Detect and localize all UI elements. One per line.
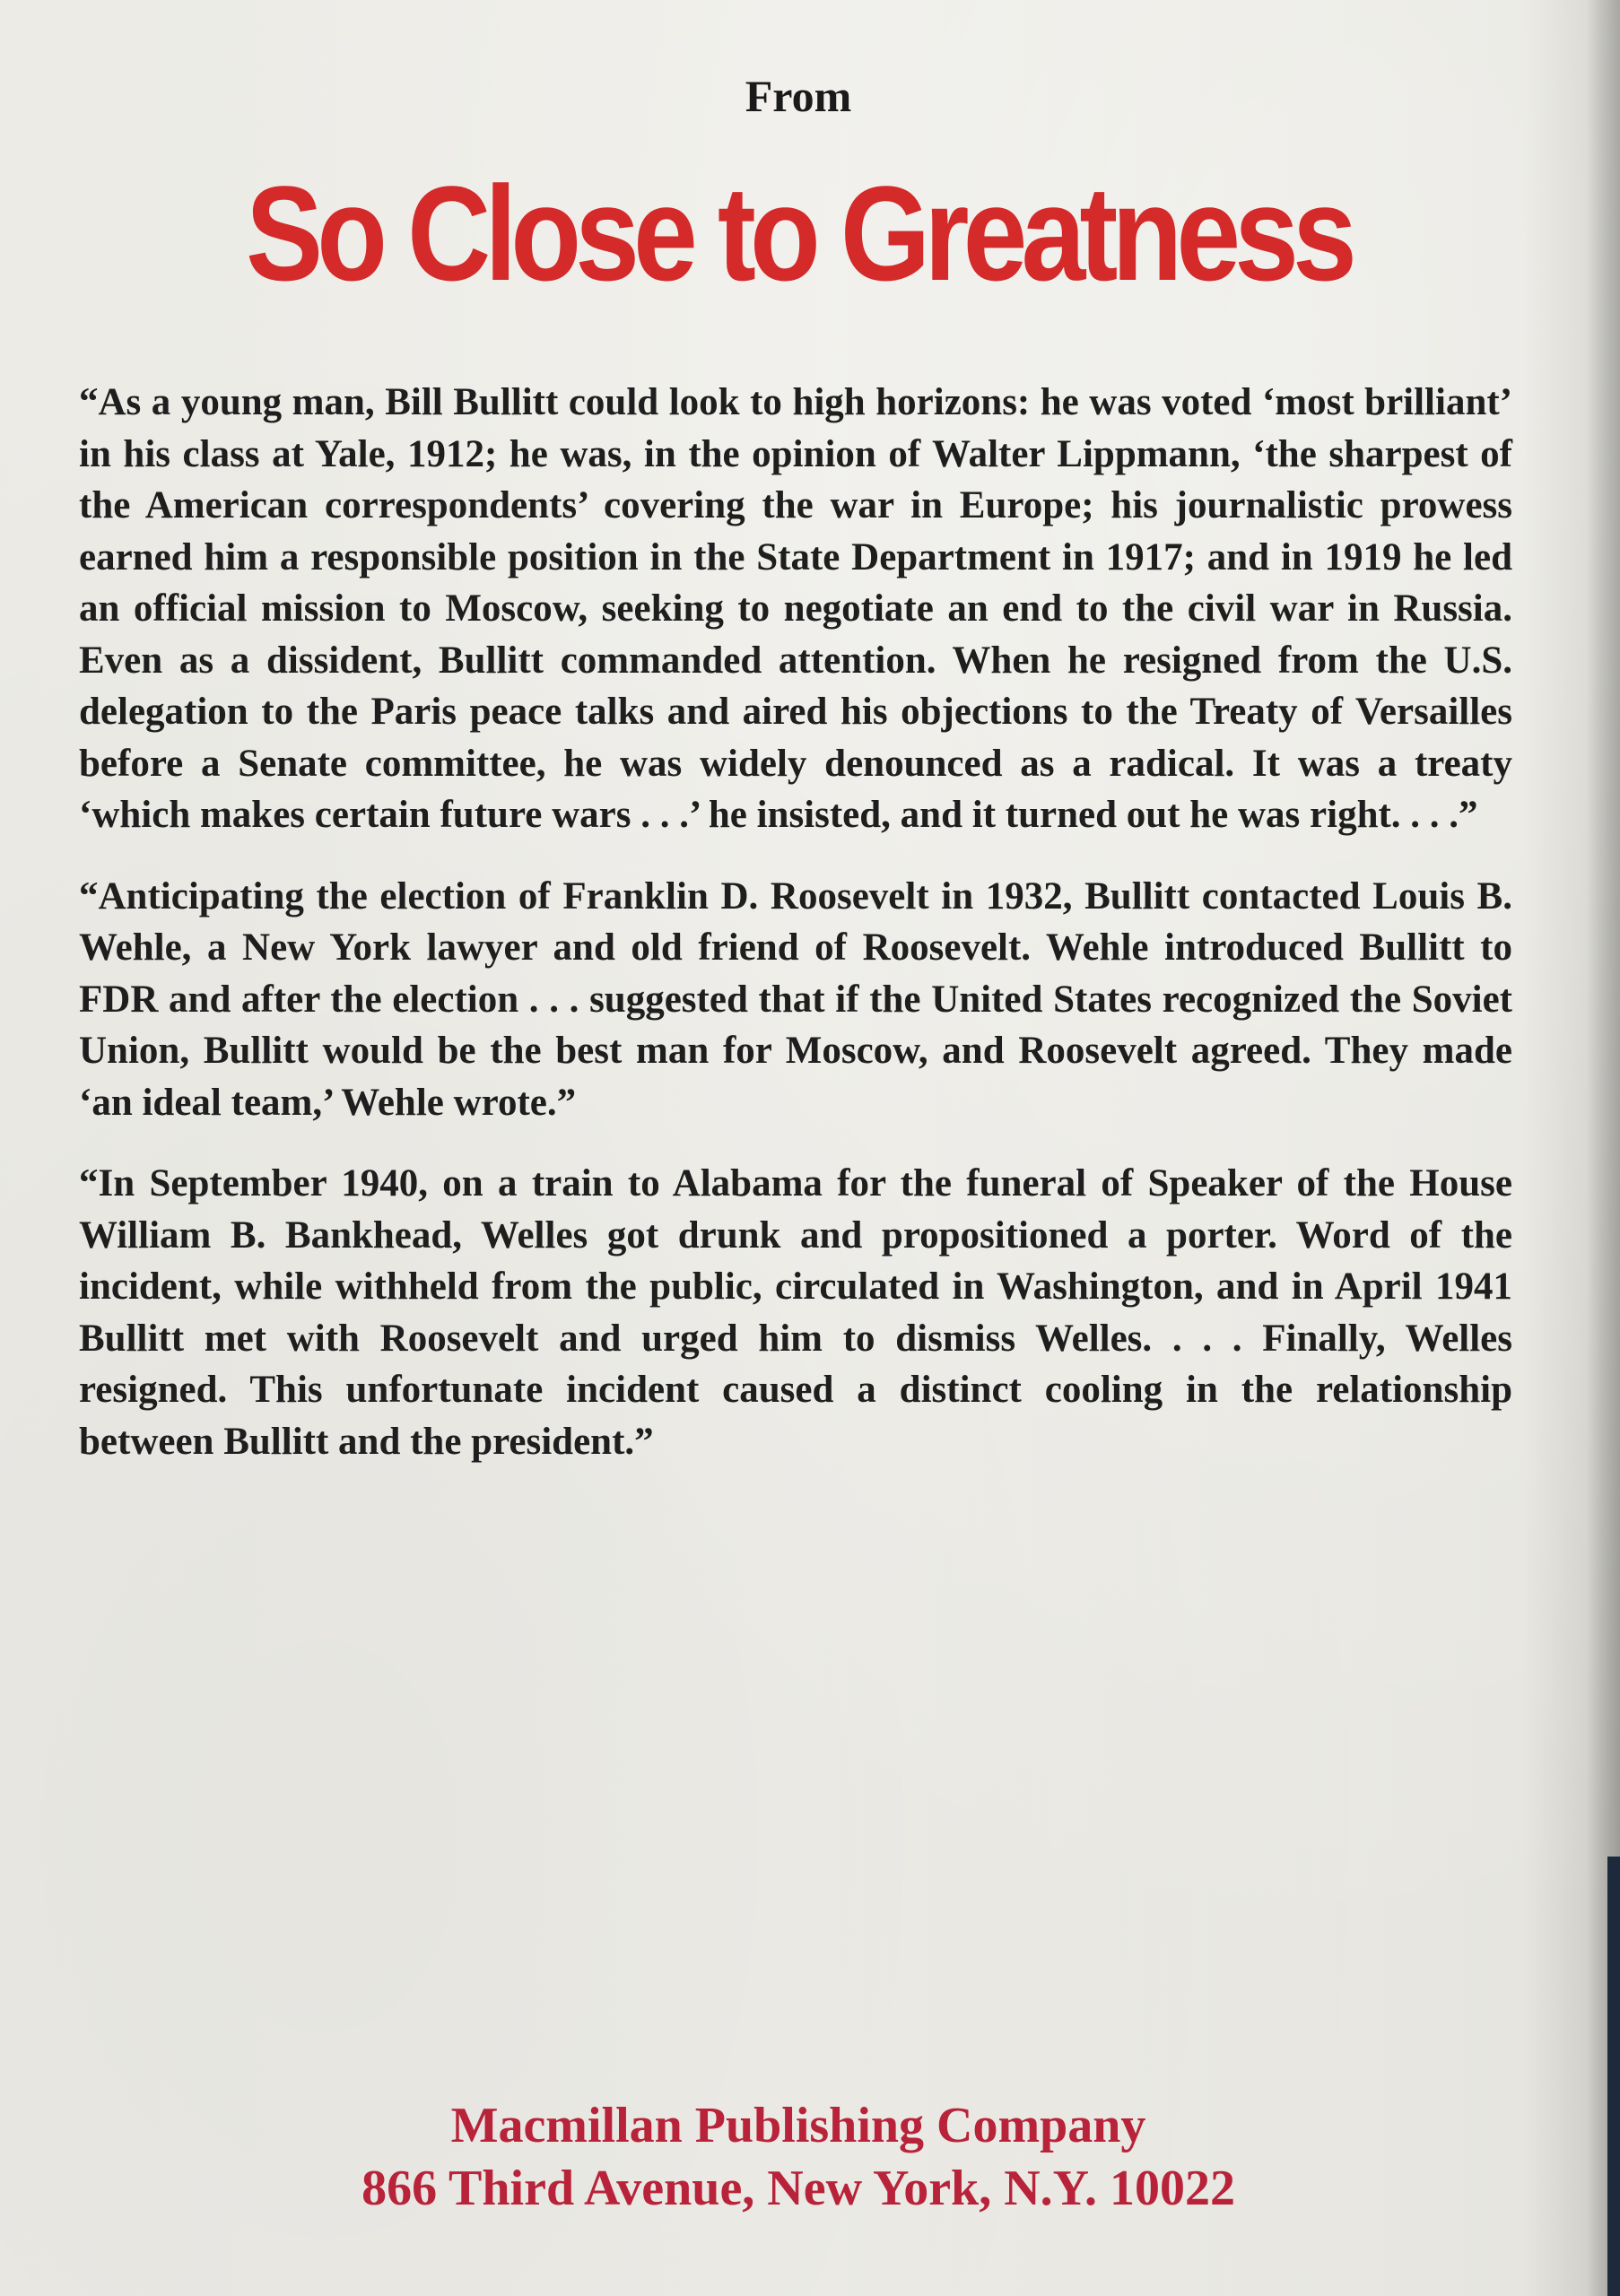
- from-label: From: [745, 71, 852, 121]
- book-title: So Close to Greatness: [246, 158, 1351, 309]
- excerpt-paragraph-2: “Anticipating the election of Franklin D. Roosevelt in 1932, Bullitt contacted Louis B. Wehle, a New York lawyer and old friend of Roosevelt. Wehle introduced Bullitt to FDR and after the election . . . suggested that if the United States recognized the Soviet Union, Bullitt would be the best man for Moscow, and Roosevelt agreed. They made ‘an ideal team,’ Wehle wrote.”: [79, 874, 1512, 1124]
- publisher-address: 866 Third Avenue, New York, N.Y. 10022: [361, 2161, 1235, 2216]
- excerpt-paragraph-1: “As a young man, Bill Bullitt could look to high horizons: he was voted ‘most brilliant’ in his class at Yale, 1912; he was, in the opinion of Walter Lippmann, ‘the sharpest of the American correspondents’ covering the war in Europe; his journalistic prowess earned him a responsible position in the State Department in 1917; and in 1919 he led an official mission to Moscow, seeking to negotiate an end to the civil war in Russia. Even as a dissident, Bullitt commanded attention. When he resigned from the U.S. delegation to the Paris peace talks and aired his objections to the Treaty of Versailles before a Senate committee, he was widely denounced as a radical. It was a treaty ‘which makes certain future wars . . .’ he insisted, and it turned out he was right. . . .”: [79, 381, 1512, 836]
- excerpt-paragraph-3: “In September 1940, on a train to Alabama for the funeral of Speaker of the House William B. Bankhead, Welles got drunk and propositioned a porter. Word of the incident, while withheld from the public, circulated in Washington, and in April 1941 Bullitt met with Roosevelt and urged him to dismiss Welles. . . . Finally, Welles resigned. This unfortunate incident caused a distinct cooling in the relationship between Bullitt and the president.”: [79, 1162, 1512, 1463]
- excerpt-block: [79, 377, 1512, 1497]
- background-strip: [1607, 1857, 1620, 2296]
- publisher-block: [0, 2094, 1597, 2220]
- publisher-name: Macmillan Publishing Company: [450, 2098, 1146, 2153]
